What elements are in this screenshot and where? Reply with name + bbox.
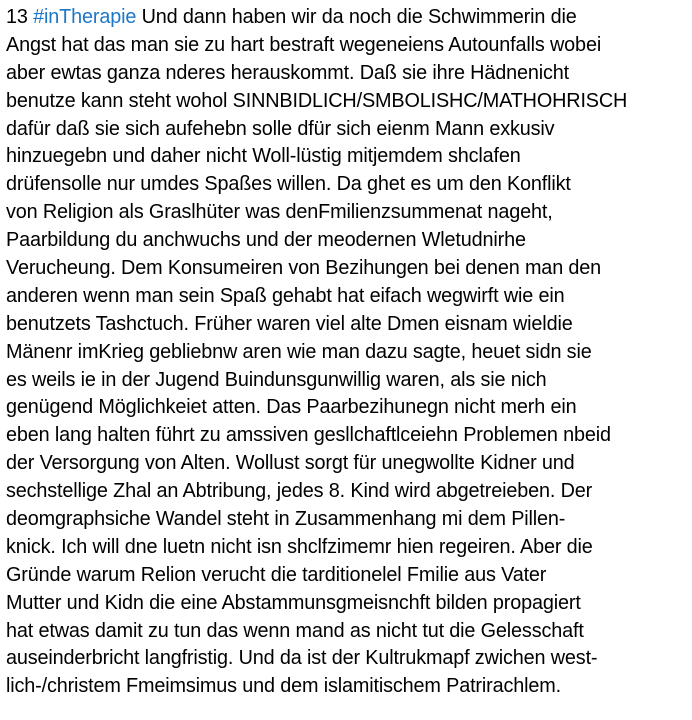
text-line: aber ewtas ganza nderes herauskommt. Daß sie ihre Hädnenicht	[6, 61, 570, 84]
post-text-block	[6, 4, 692, 701]
text-line-1	[6, 4, 686, 32]
text-line: auseinderbricht langfristig. Und da ist der Kultrukmapf zwichen west-	[6, 647, 598, 670]
text-line: eben lang halten führt zu amssiven gesllchaftlceiehn Problemen nbeid	[6, 424, 611, 447]
text-line: benutzets Tashctuch. Früher waren viel alte Dmen eisnam wieldie	[6, 312, 573, 335]
text-line: Verucheung. Dem Konsumeiren von Bezihungen bei denen man den	[6, 257, 602, 280]
text-line: knick. Ich will dne luetn nicht isn shclfzimemr hien regeiren. Aber die	[6, 535, 593, 558]
text-line: Gründe warum Relion verucht die tarditionelel Fmilie aus Vater	[6, 563, 547, 586]
text-line: dafür daß sie sich aufehebn solle dfür sich eienm Mann exkusiv	[6, 117, 555, 140]
text-line: Angst hat das man sie zu hart bestraft wegeneiens Autounfalls wobei	[6, 33, 602, 56]
text-line: deomgraphsiche Wandel steht in Zusammenhang mi dem Pillen-	[6, 508, 566, 531]
text-line: genügend Möglichkeiet atten. Das Paarbezihunegn nicht merh ein	[6, 396, 577, 419]
text-line: der Versorgung von Alten. Wollust sorgt für unegwollte Kidner und	[6, 452, 575, 475]
text-line: benutze kann steht wohol SINNBIDLICH/SMBOLISHC/MATHOHRISCH	[6, 89, 628, 112]
text-line: hinzuegebn und daher nicht Woll-lüstig mitjemdem shclafen	[6, 145, 521, 168]
text-line: drüfensolle nur umdes Spaßes willen. Da ghet es um den Konflikt	[6, 173, 571, 196]
text-line: Paarbildung du anchwuchs und der meodernen Wletudnirhe	[6, 229, 526, 252]
text-line: es weils ie in der Jugend Buindunsgunwillig waren, als sie nich	[6, 368, 547, 391]
text-line: Mänenr imKrieg gebliebnw aren wie man dazu sagte, heuet sidn sie	[6, 340, 592, 363]
text-line-1-rest: Und dann haben wir da noch die Schwimmerin die	[136, 6, 577, 28]
text-line: anderen wenn man sein Spaß gehabt hat eifach wegwirft wie ein	[6, 284, 565, 307]
hashtag-link[interactable]: #inTherapie	[33, 6, 137, 28]
text-line: Mutter und Kidn die eine Abstammunsgmeisnchft bilden propagiert	[6, 591, 581, 614]
text-line: von Religion als Graslhüter was denFmilienzsummenat nageht,	[6, 201, 553, 224]
text-line: lich-/christem Fmeimsimus und dem islamitischem Patrirachlem.	[6, 675, 561, 698]
text-line: hat etwas damit zu tun das wenn mand as nicht tut die Gelesschaft	[6, 619, 584, 642]
text-line: sechstellige Zhal an Abtribung, jedes 8. Kind wird abgetreieben. Der	[6, 480, 593, 503]
post-number: 13	[6, 6, 28, 28]
